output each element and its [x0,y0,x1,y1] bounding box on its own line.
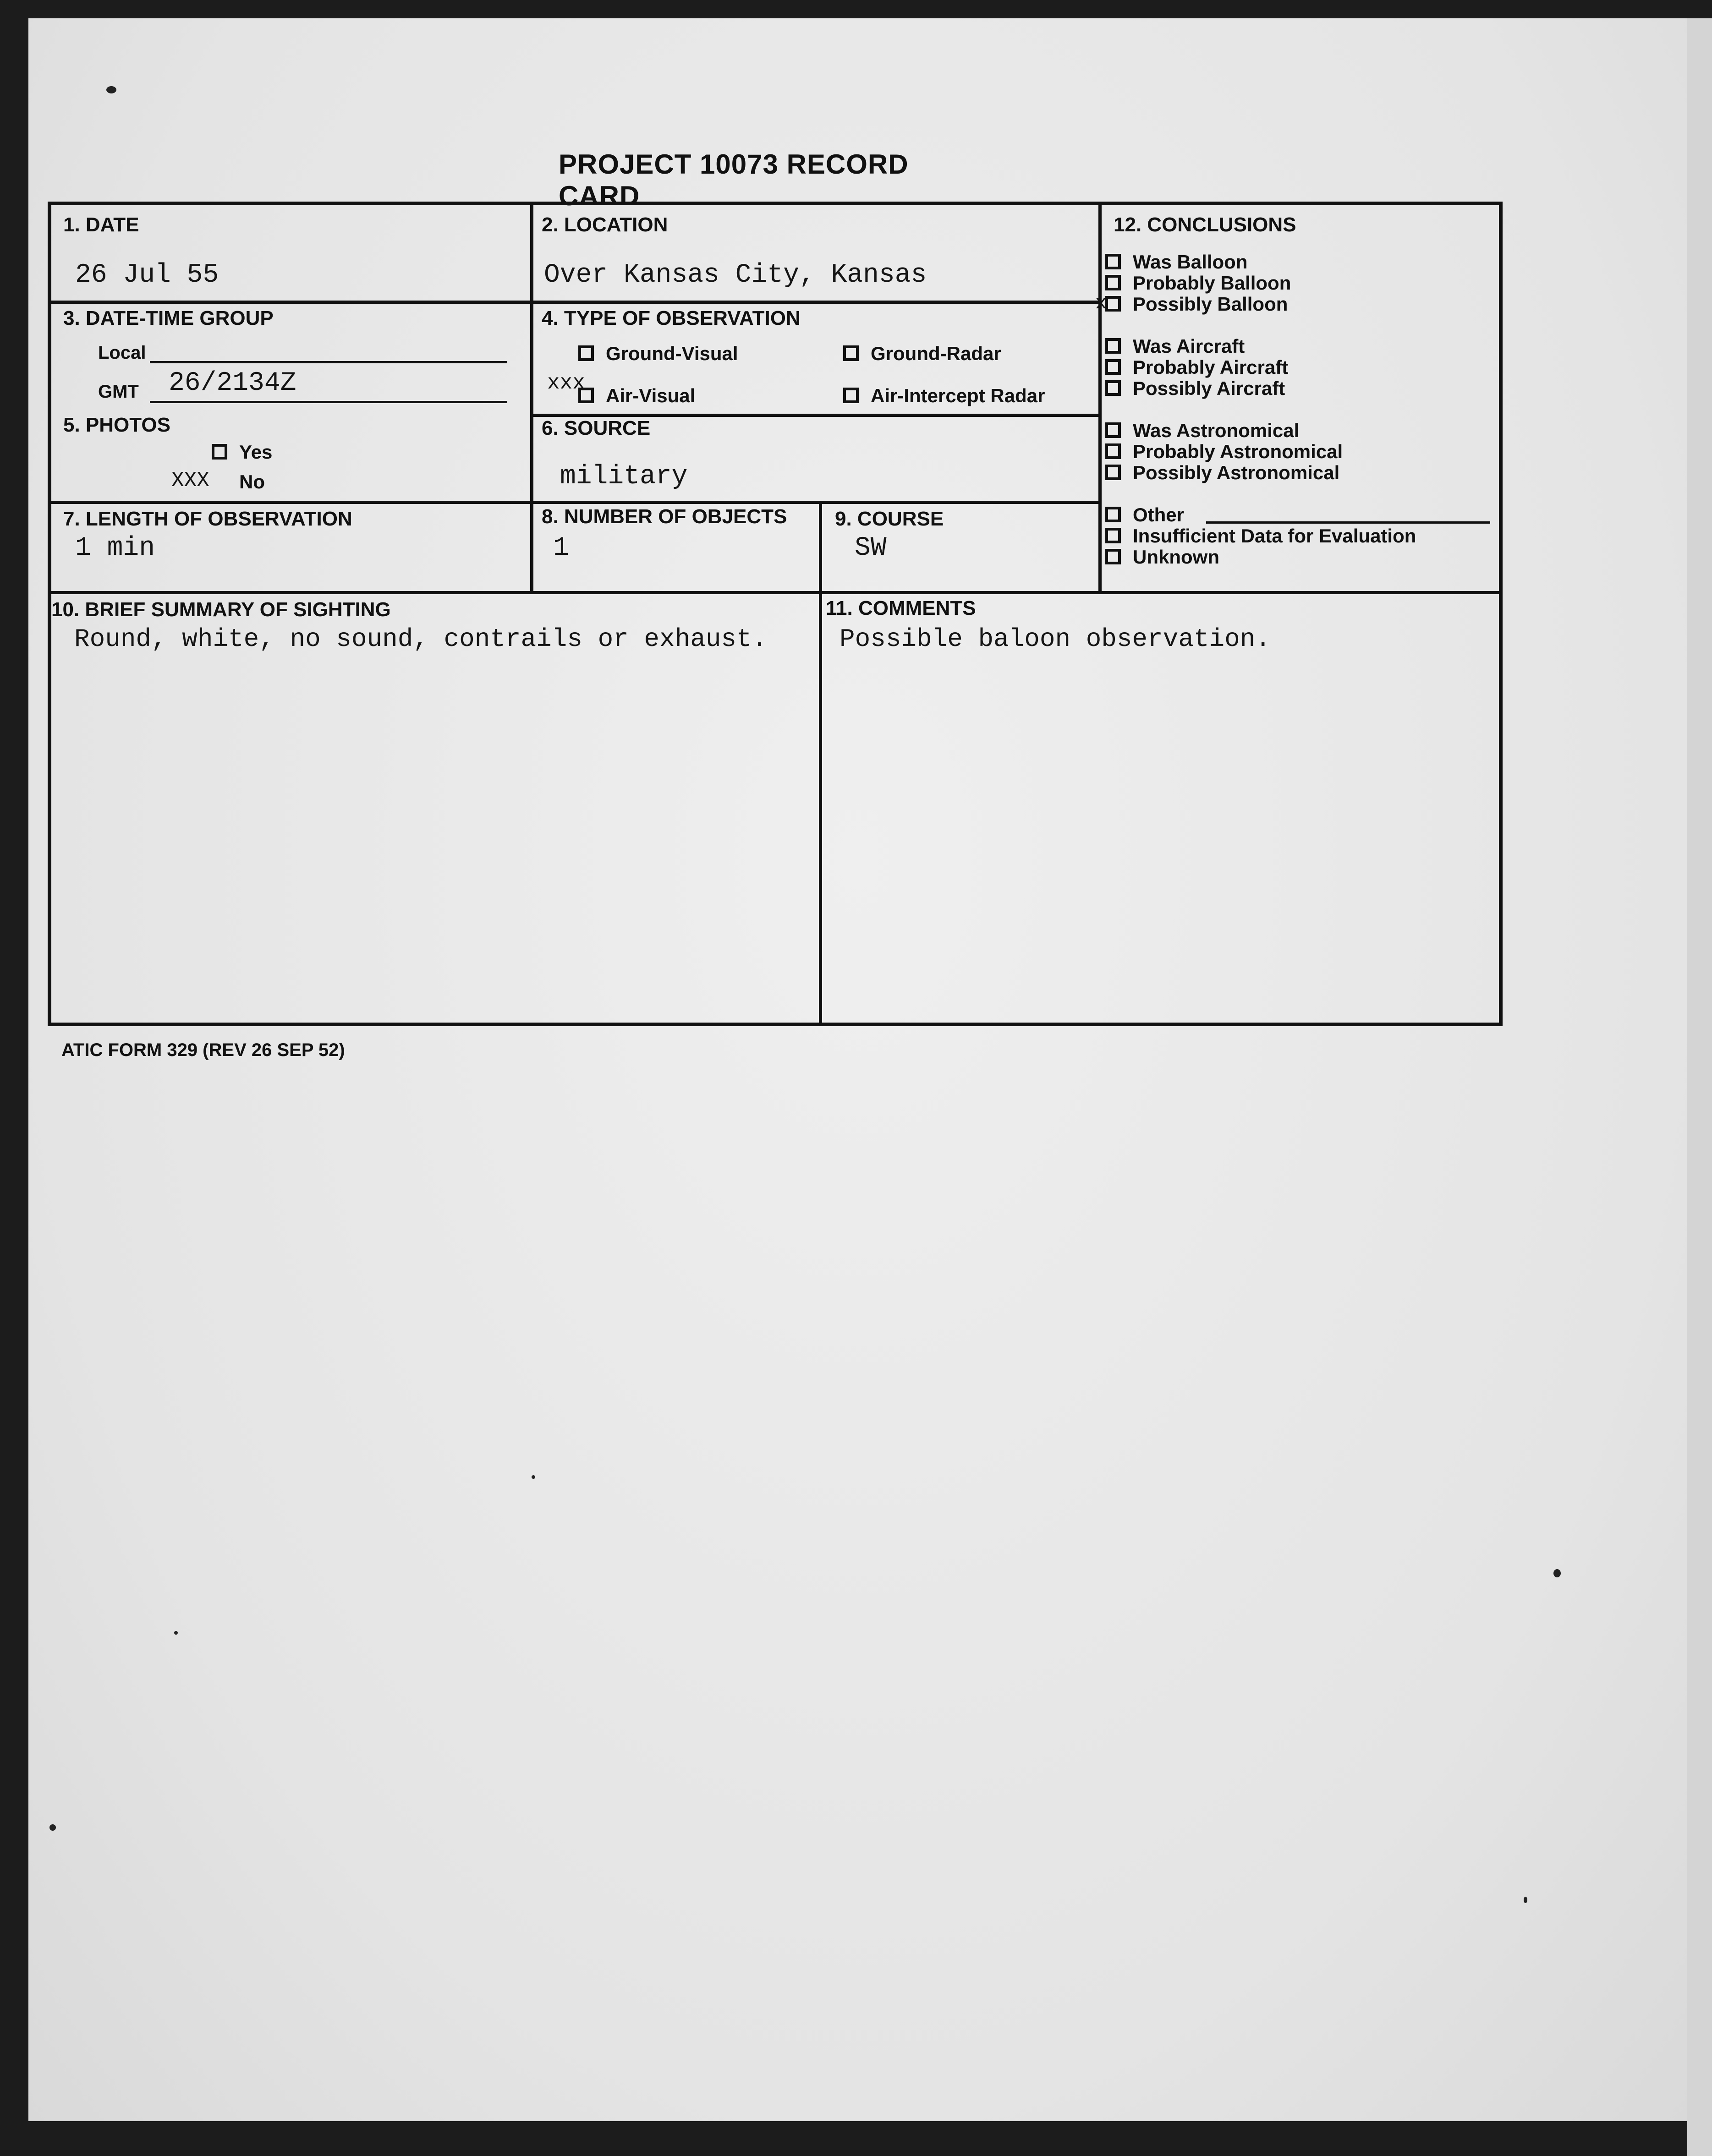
checkbox-icon [1105,422,1121,438]
local-line [150,361,507,363]
page-title: PROJECT 10073 RECORD CARD [559,149,909,211]
conclusion-insufficient-data: Insufficient Data for Evaluation [1105,525,1416,547]
divider [530,414,1101,417]
divider [51,501,1101,504]
course-label: 9. COURSE [835,508,944,530]
checkbox-icon [843,345,859,361]
conclusion-possibly-astronomical: Possibly Astronomical [1105,462,1339,484]
source-value: military [560,462,688,492]
dust-speck [532,1475,535,1479]
conclusion-other: Other [1105,504,1184,526]
checkbox-icon [1105,380,1121,396]
comments-label: 11. COMMENTS [826,597,976,619]
checkbox-icon [578,388,594,403]
checkbox-icon [1105,549,1121,564]
date-label: 1. DATE [63,213,139,236]
checkbox-icon [212,444,227,460]
number-of-objects-label: 8. NUMBER OF OBJECTS [542,505,787,528]
divider [51,591,1499,594]
summary-label: 10. BRIEF SUMMARY OF SIGHTING [51,598,391,621]
photos-yes-option: Yes [212,441,272,463]
length-value: 1 min [75,533,155,563]
conclusion-was-aircraft: Was Aircraft [1105,335,1245,357]
comments-value: Possible baloon observation. [840,624,1271,654]
checkbox-icon [1105,254,1121,269]
page-edge [1687,18,1712,2156]
conclusions-label: 12. CONCLUSIONS [1114,213,1296,236]
divider [530,205,533,592]
dust-speck [174,1631,178,1635]
checkbox-icon [578,345,594,361]
checkbox-icon [1105,338,1121,354]
checkbox-icon [1105,443,1121,459]
gmt-label: GMT [98,382,139,402]
date-time-group-label: 3. DATE-TIME GROUP [63,307,274,329]
checkbox-icon [1105,275,1121,290]
local-label: Local [98,343,146,363]
divider [819,591,822,1026]
conclusion-probably-aircraft: Probably Aircraft [1105,356,1288,378]
conclusion-probably-balloon: Probably Balloon [1105,272,1291,294]
conclusion-probably-astronomical: Probably Astronomical [1105,441,1343,463]
air-visual-option: Air-Visual [578,385,695,407]
conclusion-unknown: Unknown [1105,546,1219,568]
dust-speck [49,1824,56,1831]
gmt-value: 26/2134Z [169,368,296,398]
checkbox-icon [1105,359,1121,375]
record-card-form [48,202,1503,1026]
other-line [1206,521,1490,524]
divider [1098,205,1102,592]
photos-no-mark: XXX [171,469,209,492]
dust-speck [1553,1569,1561,1577]
dust-speck [1524,1897,1527,1903]
photos-no-option: No [239,471,265,492]
dust-speck [106,86,116,93]
observation-type-label: 4. TYPE OF OBSERVATION [542,307,801,329]
length-label: 7. LENGTH OF OBSERVATION [63,508,352,530]
checkbox-icon [1105,528,1121,543]
number-of-objects-value: 1 [553,533,569,563]
ground-visual-option: Ground-Visual [578,343,738,365]
gmt-line [150,401,507,403]
form-identifier: ATIC FORM 329 (REV 26 SEP 52) [61,1040,345,1060]
location-label: 2. LOCATION [542,213,668,236]
ground-radar-option: Ground-Radar [843,343,1001,365]
checkbox-icon [1105,296,1121,312]
divider [819,501,822,592]
air-visual-mark: xxx [547,371,585,395]
location-value: Over Kansas City, Kansas [544,260,927,290]
date-value: 26 Jul 55 [75,260,219,290]
checkbox-icon [843,388,859,403]
course-value: SW [855,533,887,563]
divider [51,301,1101,304]
air-intercept-radar-option: Air-Intercept Radar [843,385,1045,407]
summary-value: Round, white, no sound, contrails or exhaust. [74,624,768,654]
conclusion-was-astronomical: Was Astronomical [1105,420,1299,442]
conclusion-possibly-balloon: Possibly Balloon [1105,293,1288,315]
checkbox-icon [1105,465,1121,480]
checkbox-icon [1105,507,1121,522]
possibly-balloon-mark: x [1095,292,1107,314]
source-label: 6. SOURCE [542,417,651,439]
conclusion-possibly-aircraft: Possibly Aircraft [1105,378,1285,399]
conclusion-was-balloon: Was Balloon [1105,251,1247,273]
photos-label: 5. PHOTOS [63,414,170,436]
